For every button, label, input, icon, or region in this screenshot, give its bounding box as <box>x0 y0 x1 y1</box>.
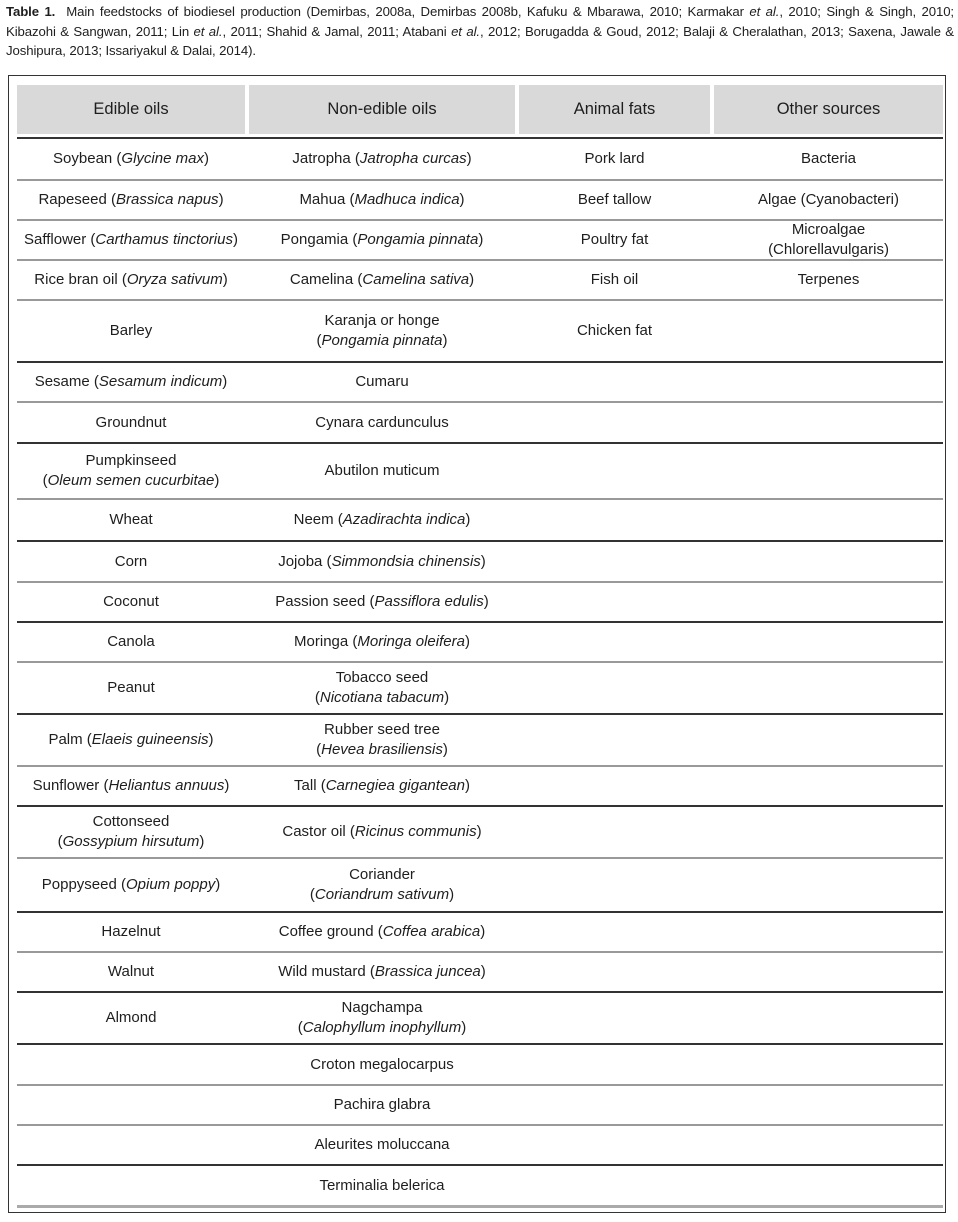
header-other-sources: Other sources <box>714 85 943 134</box>
table-row <box>17 951 943 991</box>
cell-edible-oils <box>17 1045 245 1084</box>
cell-line: Canola <box>107 633 155 650</box>
cell-other-sources <box>714 715 943 765</box>
table-row <box>17 361 943 401</box>
cell-animal-fats <box>519 1126 710 1164</box>
cell-other-sources <box>714 139 943 179</box>
cell-other-sources <box>714 807 943 857</box>
cell-line: Rubber seed tree <box>324 721 440 738</box>
cell-non-edible-oils <box>249 859 515 911</box>
cell-edible-oils <box>17 542 245 581</box>
cell-edible-oils <box>17 663 245 713</box>
cell-non-edible-oils <box>249 663 515 713</box>
cell-line: Aleurites moluccana <box>314 1136 450 1153</box>
cell-edible-oils <box>17 444 245 498</box>
italic-text: Pongamia pinnata <box>321 332 443 349</box>
italic-text: Sesamum indicum <box>98 373 223 390</box>
cell-line: Tall (Carnegiea gigantean) <box>294 777 470 794</box>
cell-line: Pork lard <box>584 150 645 167</box>
cell-non-edible-oils <box>249 767 515 805</box>
cell-animal-fats <box>519 139 710 179</box>
italic-text: Camelina sativa <box>362 271 470 288</box>
cell-animal-fats <box>519 623 710 661</box>
cell-other-sources <box>714 1126 943 1164</box>
cell-line: Sunflower (Heliantus annuus) <box>32 777 230 794</box>
cell-non-edible-oils <box>249 1086 515 1124</box>
cell-line: Groundnut <box>95 413 167 431</box>
cell-animal-fats <box>519 1086 710 1124</box>
cell-non-edible-oils <box>249 913 515 951</box>
cell-other-sources <box>714 1166 943 1206</box>
table-row <box>17 259 943 299</box>
cell-other-sources <box>714 583 943 621</box>
table-row <box>17 540 943 581</box>
cell-line: Soybean (Glycine max) <box>53 150 209 167</box>
cell-line: Tobacco seed <box>335 669 429 686</box>
cell-other-sources <box>714 913 943 951</box>
cell-line: Pumpkinseed <box>85 452 177 469</box>
italic-text: et al. <box>451 23 480 39</box>
italic-text: Madhuca indica <box>354 191 460 208</box>
cell-animal-fats <box>519 583 710 621</box>
cell-other-sources <box>714 1086 943 1124</box>
cell-other-sources <box>714 221 943 259</box>
italic-text: Moringa oleifera <box>357 633 465 650</box>
cell-non-edible-oils <box>249 403 515 442</box>
cell-edible-oils <box>17 1126 245 1164</box>
cell-line: Fish oil <box>590 271 639 288</box>
cell-non-edible-oils <box>249 807 515 857</box>
cell-line: (Oleum semen cucurbitae) <box>42 472 220 489</box>
italic-text: Jatropha curcas <box>359 150 467 167</box>
italic-text: Gossypium hirsutum <box>62 833 200 850</box>
caption-label: Table 1. <box>6 4 56 19</box>
cell-other-sources <box>714 181 943 219</box>
italic-text: Elaeis guineensis <box>91 731 209 748</box>
cell-animal-fats <box>519 403 710 442</box>
italic-text: Hevea brasiliensis <box>321 741 443 758</box>
table-row <box>17 991 943 1043</box>
cell-other-sources <box>714 859 943 911</box>
italic-text: et al. <box>193 23 223 39</box>
cell-line: (Hevea brasiliensis) <box>316 741 448 758</box>
cell-line: (Pongamia pinnata) <box>316 332 448 349</box>
italic-text: Oryza sativum <box>126 271 223 288</box>
cell-line: (Coriandrum sativum) <box>309 886 455 903</box>
cell-other-sources <box>714 363 943 401</box>
cell-animal-fats <box>519 1166 710 1206</box>
cell-other-sources <box>714 261 943 299</box>
table-row <box>17 401 943 442</box>
table-row <box>17 498 943 540</box>
italic-text: Ricinus communis <box>354 823 477 840</box>
cell-non-edible-oils <box>249 715 515 765</box>
italic-text: Glycine max <box>121 150 204 167</box>
cell-non-edible-oils <box>249 261 515 299</box>
cell-animal-fats <box>519 993 710 1043</box>
cell-non-edible-oils <box>249 1045 515 1084</box>
cell-line: Coconut <box>103 593 159 610</box>
cell-line: Croton megalocarpus <box>310 1055 454 1073</box>
cell-edible-oils <box>17 767 245 805</box>
table-caption <box>6 2 954 61</box>
cell-line: Palm (Elaeis guineensis) <box>48 731 214 748</box>
italic-text: Passiflora edulis <box>374 593 484 610</box>
cell-non-edible-oils <box>249 363 515 401</box>
caption-text: Main feedstocks of biodiesel production (Demirbas, 2008a, Demirbas 2008b, Kafuku & Mbarawa, 2010; Karmakar et al., 2010; Singh & Singh, 2010; Kibazohi & Sangwan, 2011; Lin et al., 2011; Shahid & Jamal, 2011; Atabani et al., 2012; Borugadda & Goud, 2012; Balaji & Cheralathan, 2013; Saxena, Jawale & Joshipura, 2013; Issariyakul & Dalai, 2014). <box>6 4 954 58</box>
cell-non-edible-oils <box>249 1166 515 1206</box>
table-row <box>17 581 943 621</box>
cell-edible-oils <box>17 715 245 765</box>
cell-animal-fats <box>519 444 710 498</box>
table-row <box>17 1124 943 1164</box>
cell-animal-fats <box>519 261 710 299</box>
cell-other-sources <box>714 301 943 361</box>
cell-line: Chicken fat <box>576 322 653 339</box>
cell-line: Rice bran oil (Oryza sativum) <box>34 271 228 288</box>
table-row <box>17 713 943 765</box>
cell-line: Castor oil (Ricinus communis) <box>282 823 482 840</box>
cell-line: Nagchampa <box>341 999 423 1016</box>
italic-text: Carnegiea gigantean <box>325 777 465 794</box>
cell-line: Mahua (Madhuca indica) <box>299 191 465 208</box>
table-row <box>17 765 943 805</box>
cell-line: Passion seed (Passiflora edulis) <box>275 593 489 610</box>
cell-other-sources <box>714 623 943 661</box>
cell-other-sources <box>714 403 943 442</box>
cell-line: Abutilon muticum <box>324 462 440 479</box>
cell-line: Jojoba (Simmondsia chinensis) <box>278 552 486 570</box>
cell-edible-oils <box>17 953 245 991</box>
cell-non-edible-oils <box>249 181 515 219</box>
cell-non-edible-oils <box>249 221 515 259</box>
cell-other-sources <box>714 542 943 581</box>
cell-line: Beef tallow <box>577 191 652 208</box>
cell-line: Moringa (Moringa oleifera) <box>294 633 470 650</box>
cell-edible-oils <box>17 993 245 1043</box>
italic-text: Calophyllum inophyllum <box>302 1019 462 1036</box>
italic-text: Brassica napus <box>116 191 219 208</box>
cell-line: (Nicotiana tabacum) <box>314 689 450 706</box>
table-row <box>17 179 943 219</box>
cell-line: Poultry fat <box>580 231 649 248</box>
header-edible-oils: Edible oils <box>17 85 245 134</box>
italic-text: Opium poppy <box>126 876 216 893</box>
table-row <box>17 442 943 498</box>
cell-animal-fats <box>519 807 710 857</box>
italic-text: et al. <box>749 4 780 19</box>
cell-animal-fats <box>519 953 710 991</box>
cell-line: Wild mustard (Brassica juncea) <box>278 963 486 980</box>
italic-text: Brassica juncea <box>374 963 481 980</box>
cell-line: Barley <box>109 322 153 339</box>
table-row <box>17 661 943 713</box>
cell-line: Cottonseed <box>92 813 170 830</box>
cell-line: Pongamia (Pongamia pinnata) <box>280 231 484 248</box>
header-animal-fats: Animal fats <box>519 85 710 134</box>
table-row <box>17 1164 943 1206</box>
italic-text: Carthamus tinctorius <box>95 231 233 248</box>
table-row <box>17 137 943 179</box>
cell-line: Pachira glabra <box>333 1096 431 1113</box>
cell-non-edible-oils <box>249 953 515 991</box>
cell-line: (Chlorellavulgaris) <box>768 241 889 258</box>
cell-non-edible-oils <box>249 1126 515 1164</box>
cell-line: Peanut <box>107 679 155 696</box>
cell-edible-oils <box>17 403 245 442</box>
cell-line: Wheat <box>109 511 153 528</box>
table-row <box>17 1084 943 1124</box>
cell-line: Jatropha (Jatropha curcas) <box>292 150 472 167</box>
cell-edible-oils <box>17 1166 245 1206</box>
table-row <box>17 1043 943 1084</box>
cell-line: Cumaru <box>355 373 409 390</box>
italic-text: Coffea arabica <box>382 923 481 940</box>
table-row <box>17 299 943 361</box>
cell-non-edible-oils <box>249 542 515 581</box>
cell-line: Coriander <box>349 866 415 883</box>
table-row <box>17 805 943 857</box>
table-bottom-rule <box>17 1205 943 1208</box>
cell-line: Camelina (Camelina sativa) <box>289 271 475 288</box>
cell-line: Corn <box>114 552 148 570</box>
cell-animal-fats <box>519 500 710 540</box>
cell-line: Karanja or honge <box>324 312 440 329</box>
cell-edible-oils <box>17 859 245 911</box>
cell-animal-fats <box>519 913 710 951</box>
cell-other-sources <box>714 663 943 713</box>
cell-edible-oils <box>17 301 245 361</box>
cell-other-sources <box>714 444 943 498</box>
cell-line: Bacteria <box>800 150 857 167</box>
cell-edible-oils <box>17 363 245 401</box>
cell-line: Terminalia belerica <box>319 1177 445 1194</box>
italic-text: Coriandrum sativum <box>314 886 450 903</box>
cell-edible-oils <box>17 913 245 951</box>
cell-non-edible-oils <box>249 444 515 498</box>
cell-non-edible-oils <box>249 623 515 661</box>
cell-animal-fats <box>519 181 710 219</box>
cell-animal-fats <box>519 542 710 581</box>
table-header <box>17 85 943 134</box>
cell-animal-fats <box>519 363 710 401</box>
table-row <box>17 621 943 661</box>
cell-line: Sesame (Sesamum indicum) <box>34 373 228 390</box>
cell-edible-oils <box>17 1086 245 1124</box>
cell-line: Neem (Azadirachta indica) <box>293 511 471 528</box>
italic-text: Heliantus annuus <box>108 777 225 794</box>
cell-edible-oils <box>17 807 245 857</box>
cell-line: Walnut <box>107 963 155 980</box>
cell-line: Safflower (Carthamus tinctorius) <box>24 231 238 248</box>
italic-text: Simmondsia chinensis <box>331 552 481 570</box>
header-non-edible-oils: Non-edible oils <box>249 85 515 134</box>
cell-animal-fats <box>519 767 710 805</box>
cell-non-edible-oils <box>249 583 515 621</box>
cell-animal-fats <box>519 221 710 259</box>
cell-other-sources <box>714 500 943 540</box>
cell-line: Rapeseed (Brassica napus) <box>38 191 224 208</box>
table-row <box>17 857 943 911</box>
cell-other-sources <box>714 1045 943 1084</box>
cell-edible-oils <box>17 623 245 661</box>
cell-line: Poppyseed (Opium poppy) <box>41 876 221 893</box>
italic-text: Nicotiana tabacum <box>319 689 445 706</box>
cell-animal-fats <box>519 715 710 765</box>
table-row <box>17 911 943 951</box>
cell-edible-oils <box>17 500 245 540</box>
cell-animal-fats <box>519 663 710 713</box>
cell-non-edible-oils <box>249 301 515 361</box>
cell-other-sources <box>714 953 943 991</box>
cell-edible-oils <box>17 583 245 621</box>
table-body <box>17 137 943 1206</box>
cell-edible-oils <box>17 139 245 179</box>
cell-non-edible-oils <box>249 500 515 540</box>
italic-text: Oleum semen cucurbitae <box>47 472 215 489</box>
cell-other-sources <box>714 993 943 1043</box>
cell-line: Microalgae <box>791 221 866 238</box>
cell-line: Terpenes <box>797 271 860 288</box>
cell-line: Cynara cardunculus <box>315 413 449 431</box>
cell-edible-oils <box>17 221 245 259</box>
cell-non-edible-oils <box>249 139 515 179</box>
cell-line: Coffee ground (Coffea arabica) <box>278 923 486 940</box>
cell-line: Hazelnut <box>101 923 161 940</box>
cell-edible-oils <box>17 261 245 299</box>
cell-edible-oils <box>17 181 245 219</box>
italic-text: Azadirachta indica <box>342 511 466 528</box>
cell-line: Almond <box>105 1009 157 1026</box>
cell-animal-fats <box>519 859 710 911</box>
cell-other-sources <box>714 767 943 805</box>
cell-line: (Gossypium hirsutum) <box>57 833 205 850</box>
italic-text: Pongamia pinnata <box>357 231 479 248</box>
cell-animal-fats <box>519 1045 710 1084</box>
cell-line: Algae (Cyanobacteri) <box>758 191 899 208</box>
cell-line: (Calophyllum inophyllum) <box>297 1019 467 1036</box>
cell-animal-fats <box>519 301 710 361</box>
table-row <box>17 219 943 259</box>
cell-non-edible-oils <box>249 993 515 1043</box>
